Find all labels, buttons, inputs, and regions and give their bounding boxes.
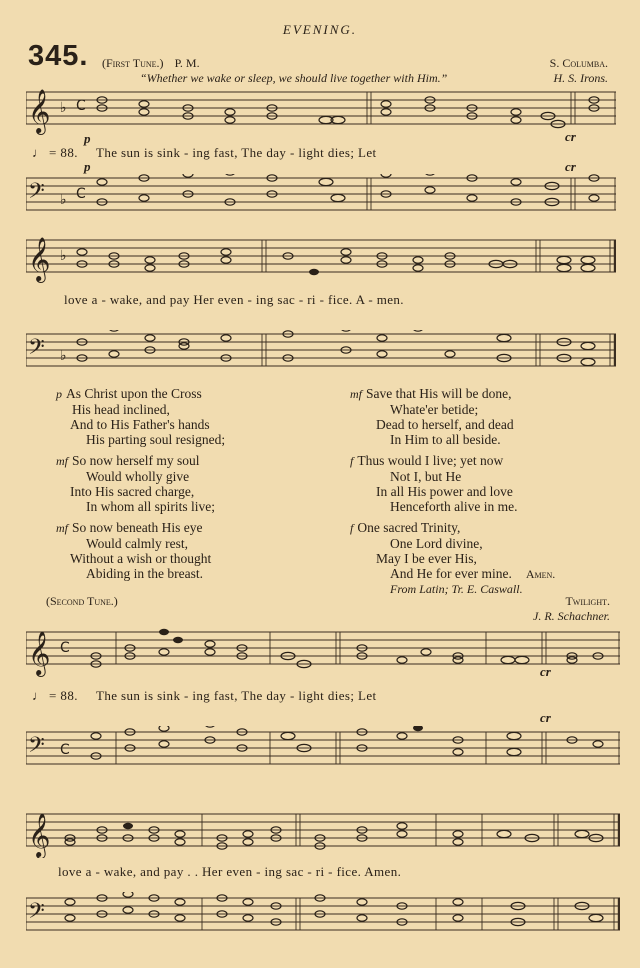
system1-treble-staff: [26, 88, 616, 136]
notes: [65, 823, 603, 849]
notes: [77, 249, 595, 275]
staff-lines: [26, 898, 620, 930]
verse-4: [350, 386, 555, 447]
verse-dynamic: mf: [56, 521, 68, 535]
treble-clef-icon: 𝄞: [28, 89, 51, 133]
bass-clef-icon: 𝄢: [28, 899, 45, 929]
verse-line: His parting soul resigned;: [86, 432, 226, 447]
common-time-icon: C: [76, 186, 86, 202]
bass-clef-icon: 𝄢: [28, 733, 45, 763]
verse-line: One sacred Trinity,: [357, 520, 461, 535]
system1-crescendo-top: cr: [565, 129, 576, 144]
meter: P. M.: [174, 56, 200, 70]
verse-line: Would calmly rest,: [86, 536, 189, 551]
common-time-icon: C: [60, 742, 70, 758]
verse-dynamic: p: [56, 387, 62, 401]
verse-2: [56, 453, 225, 514]
bass-clef-icon: 𝄢: [28, 179, 45, 209]
verse-line: Henceforth alive in me.: [390, 499, 518, 514]
system1-crescendo-bottom: cr: [565, 159, 576, 174]
verse-dynamic: f: [350, 454, 354, 468]
verse-dynamic: mf: [56, 454, 68, 468]
translation-credit: From Latin; Tr. E. Caswall.: [390, 582, 523, 596]
verse-5: [350, 453, 555, 514]
verse-line: Would wholly give: [86, 469, 190, 484]
staff-lines: [26, 92, 616, 124]
verse-3: [56, 520, 225, 581]
verse-line: In Him to all beside.: [390, 432, 501, 447]
verse-6: [350, 520, 555, 597]
system3-bass-staff: [26, 726, 620, 770]
verses-right-column: [350, 386, 555, 597]
verse-line: In all His power and love: [376, 484, 513, 499]
staff-lines: [26, 178, 616, 210]
flat-icon: ♭: [60, 192, 67, 208]
common-time-icon: C: [60, 640, 70, 656]
amen: Amen.: [525, 567, 556, 581]
system2-lyrics: love a - wake, and pay Her even - ing sac - ri - fice. A - men.: [64, 292, 404, 307]
notes: [77, 330, 595, 366]
system3-tempo: ♩ = 88.: [32, 688, 78, 703]
system1-dynamic-bottom: p: [84, 159, 91, 174]
verse-line: Abiding in the breast.: [86, 566, 203, 581]
staff-lines: [26, 334, 616, 366]
flat-icon: ♭: [60, 348, 67, 364]
verse-line: Whate'er betide;: [390, 402, 479, 417]
system3-lyrics: The sun is sink - ing fast, The day - light dies; Let: [96, 688, 377, 703]
verse-dynamic: mf: [350, 387, 362, 401]
verse-line: Thus would I live; yet now: [357, 453, 504, 468]
system1-lyrics: The sun is sink - ing fast, The day - light dies; Let: [96, 145, 377, 160]
system2-bass-staff: [26, 330, 616, 370]
verse-line: One Lord divine,: [390, 536, 483, 551]
verse-line: So now herself my soul: [72, 453, 200, 468]
system2-treble-staff: [26, 236, 616, 284]
first-tune-composer: H. S. Irons.: [553, 71, 608, 85]
second-tune-name: Twilight.: [565, 594, 610, 608]
notes: [97, 97, 599, 128]
verses-left-column: [56, 386, 225, 581]
bass-clef-icon: 𝄢: [28, 335, 45, 365]
treble-clef-icon: 𝄞: [28, 237, 51, 281]
verse-line: And He for ever mine.: [390, 566, 512, 581]
page-heading: EVENING.: [282, 22, 358, 37]
hymn-number: 345.: [28, 40, 89, 72]
verse-line: May I be ever His,: [376, 551, 477, 566]
verse-dynamic: f: [350, 521, 354, 535]
verse-line: Not I, but He: [390, 469, 462, 484]
verse-line: So now beneath His eye: [72, 520, 203, 535]
first-tune-name: S. Columba.: [549, 56, 608, 70]
system4-lyrics: love a - wake, and pay . . Her even - ing sac - ri - fice. Amen.: [58, 864, 402, 879]
system4-treble-staff: [26, 808, 620, 858]
system4-bass-staff: [26, 892, 620, 938]
staff-lines: [26, 632, 620, 664]
system3-crescendo-bottom: cr: [540, 710, 551, 725]
verse-line: Dead to herself, and dead: [376, 417, 514, 432]
treble-clef-icon: 𝄞: [28, 631, 51, 675]
second-tune-label: (Second Tune.): [46, 594, 118, 608]
verse-line: His head inclined,: [72, 402, 170, 417]
treble-clef-icon: 𝄞: [28, 813, 51, 857]
system1-dynamic-top: p: [84, 131, 91, 146]
verse-line: Without a wish or thought: [70, 551, 212, 566]
scripture-motto: “Whether we wake or sleep, we should live together with Him.”: [140, 71, 448, 85]
flat-icon: ♭: [60, 100, 67, 116]
verse-line: And to His Father's hands: [70, 417, 210, 432]
system3-treble-staff: [26, 626, 620, 678]
notes: [65, 892, 603, 926]
flat-icon: ♭: [60, 248, 67, 264]
verse-line: As Christ upon the Cross: [66, 386, 202, 401]
system3-crescendo-top: cr: [540, 664, 551, 679]
verse-1: [56, 386, 225, 447]
verse-line: In whom all spirits live;: [86, 499, 215, 514]
notes: [97, 174, 599, 206]
system1-tempo: ♩ = 88.: [32, 145, 78, 160]
verse-line: Save that His will be done,: [366, 386, 512, 401]
second-tune-composer: J. R. Schachner.: [533, 609, 610, 623]
notes: [91, 726, 603, 759]
first-tune-label: [102, 56, 200, 71]
first-tune-tag: (First Tune.): [102, 56, 164, 70]
system1-bass-staff: [26, 174, 616, 214]
common-time-icon: C: [76, 98, 86, 114]
verse-line: Into His sacred charge,: [70, 484, 195, 499]
staff-lines: [26, 732, 620, 764]
